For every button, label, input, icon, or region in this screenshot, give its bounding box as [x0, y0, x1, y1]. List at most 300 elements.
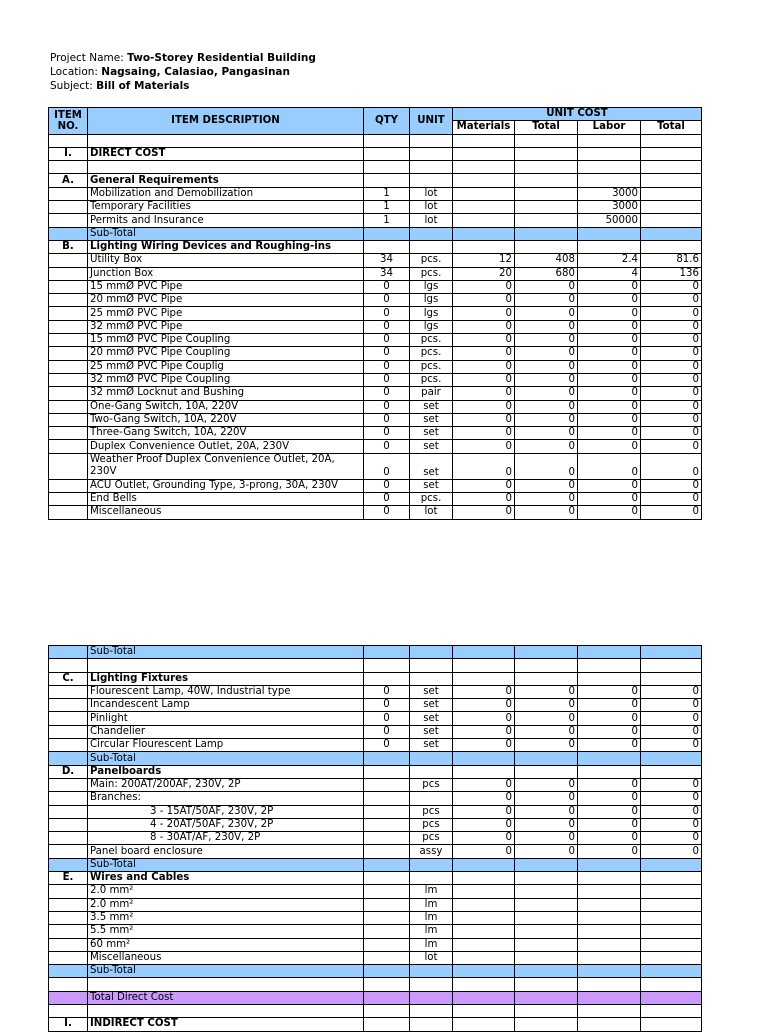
labor-total: 0	[641, 792, 702, 805]
labor-total	[641, 885, 702, 898]
unit-cell: assy	[410, 845, 453, 858]
item-row	[49, 493, 702, 506]
item-row	[49, 725, 702, 738]
materials-cost: 0	[453, 413, 515, 426]
empty-cell	[364, 858, 410, 871]
item-row	[49, 427, 702, 440]
materials-cost	[453, 951, 515, 964]
section-number: I.	[49, 1018, 88, 1031]
subtotal-row	[49, 646, 702, 659]
empty-cell	[578, 858, 641, 871]
labor-cost: 0	[578, 699, 641, 712]
materials-total: 0	[515, 506, 578, 519]
materials-cost	[453, 925, 515, 938]
unit-cell: set	[410, 725, 453, 738]
labor-total: 0	[641, 334, 702, 347]
section-number: D.	[49, 765, 88, 778]
blank-row	[49, 978, 702, 991]
col-item-description: ITEM DESCRIPTION	[88, 108, 364, 135]
item-row	[49, 685, 702, 698]
item-row	[49, 453, 702, 479]
item-description: Utility Box	[88, 254, 364, 267]
labor-cost: 0	[578, 832, 641, 845]
item-row	[49, 805, 702, 818]
labor-total	[641, 925, 702, 938]
empty-cell	[578, 965, 641, 978]
materials-total	[515, 911, 578, 924]
section-row	[49, 672, 702, 685]
qty-cell: 1	[364, 201, 410, 214]
materials-total: 0	[515, 845, 578, 858]
empty-cell	[453, 752, 515, 765]
col-total: Total	[515, 121, 578, 134]
subtotal-label: Sub-Total	[88, 965, 364, 978]
materials-total	[515, 898, 578, 911]
labor-total: 0	[641, 413, 702, 426]
unit-cell: pcs	[410, 778, 453, 791]
materials-total: 0	[515, 792, 578, 805]
empty-cell	[515, 1005, 578, 1018]
labor-cost: 0	[578, 334, 641, 347]
empty-cell	[453, 1018, 515, 1031]
unit-cell: lgs	[410, 320, 453, 333]
col-labor: Labor	[578, 121, 641, 134]
labor-cost: 0	[578, 400, 641, 413]
empty-cell	[641, 765, 702, 778]
empty-cell	[578, 765, 641, 778]
materials-total: 0	[515, 479, 578, 492]
empty-cell	[578, 672, 641, 685]
labor-total: 0	[641, 685, 702, 698]
empty-cell	[578, 872, 641, 885]
empty-cell	[453, 672, 515, 685]
empty-cell	[410, 174, 453, 187]
qty-cell: 0	[364, 413, 410, 426]
item-row	[49, 925, 702, 938]
subtotal-row	[49, 965, 702, 978]
qty-cell: 0	[364, 506, 410, 519]
unit-cell: set	[410, 699, 453, 712]
labor-cost: 0	[578, 280, 641, 293]
empty-cell	[641, 147, 702, 160]
labor-total: 0	[641, 739, 702, 752]
materials-cost: 0	[453, 360, 515, 373]
qty-cell: 0	[364, 373, 410, 386]
item-description: 20 mmØ PVC Pipe	[88, 294, 364, 307]
labor-cost	[578, 885, 641, 898]
section-title: Lighting Wiring Devices and Roughing-ins	[88, 240, 364, 253]
empty-cell	[88, 161, 364, 174]
item-row	[49, 201, 702, 214]
materials-total	[515, 201, 578, 214]
labor-total: 0	[641, 818, 702, 831]
item-number	[49, 951, 88, 964]
labor-total: 81.6	[641, 254, 702, 267]
section-number: I.	[49, 147, 88, 160]
labor-cost: 0	[578, 725, 641, 738]
empty-cell	[49, 978, 88, 991]
labor-total: 0	[641, 360, 702, 373]
subtotal-label: Sub-Total	[88, 858, 364, 871]
empty-cell	[515, 752, 578, 765]
empty-cell	[641, 858, 702, 871]
total-direct-cost-row	[49, 991, 702, 1004]
qty-cell: 0	[364, 280, 410, 293]
empty-cell	[515, 872, 578, 885]
materials-total: 0	[515, 373, 578, 386]
materials-cost: 0	[453, 845, 515, 858]
labor-total: 0	[641, 440, 702, 453]
item-description: Circular Flourescent Lamp	[88, 739, 364, 752]
materials-total: 0	[515, 413, 578, 426]
empty-cell	[410, 991, 453, 1004]
materials-cost: 0	[453, 280, 515, 293]
labor-total: 0	[641, 725, 702, 738]
empty-cell	[641, 978, 702, 991]
item-description: 25 mmØ PVC Pipe Couplig	[88, 360, 364, 373]
item-row	[49, 699, 702, 712]
materials-cost: 0	[453, 373, 515, 386]
location: Nagsaing, Calasiao, Pangasinan	[101, 66, 290, 78]
materials-cost: 0	[453, 320, 515, 333]
item-description: 32 mmØ Locknut and Bushing	[88, 387, 364, 400]
item-row	[49, 739, 702, 752]
labor-cost: 0	[578, 845, 641, 858]
labor-total: 0	[641, 427, 702, 440]
unit-cell: lot	[410, 951, 453, 964]
qty-cell: 1	[364, 187, 410, 200]
item-number	[49, 778, 88, 791]
unit-cell: pcs.	[410, 360, 453, 373]
blank-row	[49, 161, 702, 174]
materials-cost	[453, 187, 515, 200]
empty-cell	[49, 965, 88, 978]
item-number	[49, 387, 88, 400]
empty-cell	[641, 991, 702, 1004]
empty-cell	[364, 1018, 410, 1031]
materials-total: 0	[515, 400, 578, 413]
empty-cell	[641, 227, 702, 240]
labor-total: 0	[641, 387, 702, 400]
item-number	[49, 347, 88, 360]
item-description: 32 mmØ PVC Pipe	[88, 320, 364, 333]
empty-cell	[578, 134, 641, 147]
qty-cell: 0	[364, 334, 410, 347]
empty-cell	[515, 161, 578, 174]
unit-cell: set	[410, 427, 453, 440]
bom-table-page2	[48, 645, 702, 1032]
labor-cost: 0	[578, 387, 641, 400]
qty-cell: 0	[364, 479, 410, 492]
project-name: Two-Storey Residential Building	[127, 52, 316, 64]
materials-cost: 0	[453, 347, 515, 360]
unit-cell: pcs	[410, 818, 453, 831]
materials-cost: 0	[453, 334, 515, 347]
item-row	[49, 280, 702, 293]
empty-cell	[410, 134, 453, 147]
item-number	[49, 699, 88, 712]
empty-cell	[364, 134, 410, 147]
materials-cost	[453, 911, 515, 924]
labor-cost: 0	[578, 307, 641, 320]
empty-cell	[453, 161, 515, 174]
item-row	[49, 360, 702, 373]
item-number	[49, 201, 88, 214]
item-description: End Bells	[88, 493, 364, 506]
item-number	[49, 187, 88, 200]
col-qty: QTY	[364, 108, 410, 135]
item-row	[49, 413, 702, 426]
item-row	[49, 373, 702, 386]
empty-cell	[49, 134, 88, 147]
item-description: Chandelier	[88, 725, 364, 738]
item-row	[49, 938, 702, 951]
qty-cell: 0	[364, 453, 410, 479]
item-row	[49, 898, 702, 911]
unit-cell: lot	[410, 506, 453, 519]
qty-cell	[364, 805, 410, 818]
subject: Bill of Materials	[96, 80, 190, 92]
qty-cell	[364, 778, 410, 791]
item-row	[49, 440, 702, 453]
empty-cell	[49, 659, 88, 672]
materials-cost: 0	[453, 427, 515, 440]
empty-cell	[410, 147, 453, 160]
item-row	[49, 818, 702, 831]
materials-total: 0	[515, 280, 578, 293]
empty-cell	[88, 659, 364, 672]
section-title: Wires and Cables	[88, 872, 364, 885]
item-description: Panel board enclosure	[88, 845, 364, 858]
subtotal-label: Sub-Total	[88, 646, 364, 659]
item-number	[49, 479, 88, 492]
item-number	[49, 898, 88, 911]
item-description: Junction Box	[88, 267, 364, 280]
labor-cost: 0	[578, 294, 641, 307]
item-number	[49, 214, 88, 227]
item-number	[49, 453, 88, 479]
item-number	[49, 334, 88, 347]
unit-cell: pcs.	[410, 347, 453, 360]
empty-cell	[410, 227, 453, 240]
item-number	[49, 885, 88, 898]
labor-total: 0	[641, 506, 702, 519]
empty-cell	[515, 1018, 578, 1031]
item-description: Pinlight	[88, 712, 364, 725]
item-row	[49, 911, 702, 924]
materials-cost: 0	[453, 792, 515, 805]
document-header	[50, 51, 316, 93]
materials-total: 0	[515, 334, 578, 347]
item-number	[49, 267, 88, 280]
item-number	[49, 712, 88, 725]
materials-cost: 0	[453, 387, 515, 400]
empty-cell	[453, 134, 515, 147]
materials-cost: 0	[453, 725, 515, 738]
qty-cell: 0	[364, 739, 410, 752]
materials-total	[515, 885, 578, 898]
labor-total: 0	[641, 294, 702, 307]
item-description: Weather Proof Duplex Convenience Outlet, 20A, 230V	[88, 453, 364, 479]
unit-cell: set	[410, 479, 453, 492]
materials-total: 0	[515, 739, 578, 752]
qty-cell	[364, 925, 410, 938]
labor-total: 0	[641, 845, 702, 858]
materials-total: 0	[515, 818, 578, 831]
section-row	[49, 240, 702, 253]
labor-total: 0	[641, 373, 702, 386]
empty-cell	[453, 147, 515, 160]
labor-total	[641, 938, 702, 951]
blank-row	[49, 134, 702, 147]
qty-cell	[364, 898, 410, 911]
item-row	[49, 347, 702, 360]
item-description: Temporary Facilities	[88, 201, 364, 214]
labor-cost	[578, 911, 641, 924]
empty-cell	[515, 765, 578, 778]
item-row	[49, 832, 702, 845]
item-number	[49, 832, 88, 845]
empty-cell	[49, 752, 88, 765]
materials-total: 0	[515, 778, 578, 791]
item-description: 20 mmØ PVC Pipe Coupling	[88, 347, 364, 360]
item-number	[49, 685, 88, 698]
blank-row	[49, 659, 702, 672]
item-description: Three-Gang Switch, 10A, 220V	[88, 427, 364, 440]
empty-cell	[453, 227, 515, 240]
subtotal-label: Sub-Total	[88, 752, 364, 765]
labor-cost: 0	[578, 685, 641, 698]
section-number: E.	[49, 872, 88, 885]
item-description: 15 mmØ PVC Pipe Coupling	[88, 334, 364, 347]
item-description: Branches:	[88, 792, 364, 805]
unit-cell: lm	[410, 925, 453, 938]
unit-cell: pcs.	[410, 334, 453, 347]
item-description: Flourescent Lamp, 40W, Industrial type	[88, 685, 364, 698]
section-title: Lighting Fixtures	[88, 672, 364, 685]
section-row	[49, 765, 702, 778]
unit-cell: pcs	[410, 805, 453, 818]
item-row	[49, 792, 702, 805]
empty-cell	[453, 240, 515, 253]
materials-total: 0	[515, 360, 578, 373]
labor-total	[641, 911, 702, 924]
labor-total	[641, 951, 702, 964]
labor-total	[641, 201, 702, 214]
materials-total	[515, 925, 578, 938]
empty-cell	[641, 1005, 702, 1018]
empty-cell	[515, 991, 578, 1004]
item-number	[49, 440, 88, 453]
empty-cell	[578, 646, 641, 659]
section-number: C.	[49, 672, 88, 685]
empty-cell	[49, 858, 88, 871]
labor-cost: 2.4	[578, 254, 641, 267]
empty-cell	[641, 174, 702, 187]
unit-cell: lm	[410, 938, 453, 951]
labor-total	[641, 214, 702, 227]
unit-cell: pcs.	[410, 267, 453, 280]
unit-cell: pair	[410, 387, 453, 400]
item-row	[49, 479, 702, 492]
materials-total	[515, 187, 578, 200]
item-description: Miscellaneous	[88, 506, 364, 519]
materials-cost: 0	[453, 400, 515, 413]
unit-cell: lot	[410, 187, 453, 200]
materials-cost: 0	[453, 479, 515, 492]
labor-cost: 50000	[578, 214, 641, 227]
empty-cell	[410, 872, 453, 885]
item-number	[49, 413, 88, 426]
materials-total: 0	[515, 307, 578, 320]
unit-cell: lgs	[410, 294, 453, 307]
qty-cell	[364, 951, 410, 964]
unit-cell: set	[410, 712, 453, 725]
labor-total	[641, 898, 702, 911]
unit-cell: pcs.	[410, 373, 453, 386]
empty-cell	[410, 965, 453, 978]
empty-cell	[364, 672, 410, 685]
materials-total	[515, 951, 578, 964]
materials-cost: 20	[453, 267, 515, 280]
labor-total: 0	[641, 699, 702, 712]
materials-cost: 0	[453, 712, 515, 725]
empty-cell	[49, 991, 88, 1004]
labor-cost: 0	[578, 792, 641, 805]
empty-cell	[578, 991, 641, 1004]
item-row	[49, 334, 702, 347]
item-row	[49, 254, 702, 267]
empty-cell	[49, 646, 88, 659]
unit-cell: pcs.	[410, 254, 453, 267]
labor-cost: 0	[578, 818, 641, 831]
empty-cell	[453, 965, 515, 978]
materials-cost: 0	[453, 778, 515, 791]
labor-cost: 0	[578, 739, 641, 752]
materials-total: 0	[515, 440, 578, 453]
labor-total: 0	[641, 347, 702, 360]
qty-cell: 1	[364, 214, 410, 227]
unit-cell: set	[410, 685, 453, 698]
qty-cell	[364, 792, 410, 805]
item-number	[49, 845, 88, 858]
materials-total: 680	[515, 267, 578, 280]
empty-cell	[578, 147, 641, 160]
empty-cell	[364, 1005, 410, 1018]
unit-cell: lm	[410, 911, 453, 924]
empty-cell	[364, 147, 410, 160]
item-description: 2.0 mm²	[88, 885, 364, 898]
empty-cell	[578, 1018, 641, 1031]
labor-total: 0	[641, 778, 702, 791]
empty-cell	[410, 672, 453, 685]
empty-cell	[88, 134, 364, 147]
item-row	[49, 214, 702, 227]
empty-cell	[410, 752, 453, 765]
empty-cell	[453, 646, 515, 659]
unit-cell: set	[410, 413, 453, 426]
item-row	[49, 778, 702, 791]
item-number	[49, 938, 88, 951]
labor-cost	[578, 938, 641, 951]
labor-cost: 0	[578, 320, 641, 333]
item-number	[49, 792, 88, 805]
section-title: General Requirements	[88, 174, 364, 187]
item-row	[49, 506, 702, 519]
item-number	[49, 506, 88, 519]
item-row	[49, 951, 702, 964]
materials-cost: 0	[453, 453, 515, 479]
